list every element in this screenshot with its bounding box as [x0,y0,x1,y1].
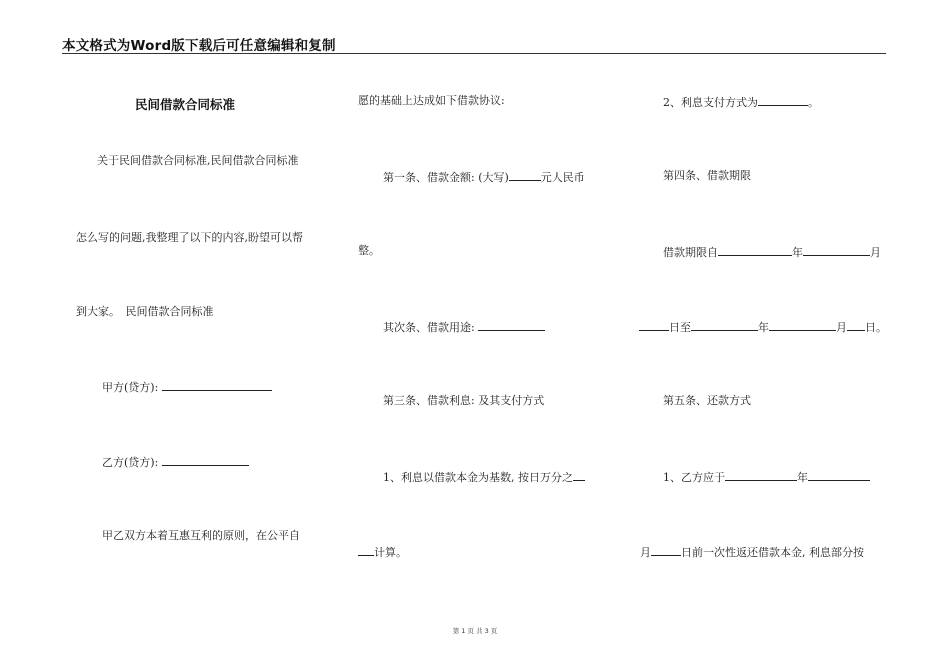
end-month-blank [769,320,836,331]
month-label: 月 [836,321,847,334]
day-label: 日。 [865,321,887,334]
interest-calc-line [358,545,407,558]
paragraph-line: 第三条、借款利息: 及其支付方式 [383,394,545,407]
interest-method-line [663,95,819,108]
paragraph-line: 怎么写的问题,我整理了以下的内容,盼望可以帮 [76,231,303,244]
paragraph-line: 第四条、借款期限 [663,169,751,182]
party-b-blank [162,455,249,466]
year-label: 年 [792,246,803,259]
document-title: 民间借款合同标准 [135,97,236,112]
end-year-blank [691,320,758,331]
day-to-label: 日至 [669,321,691,334]
interest-rate-blank [573,470,585,481]
repayment-detail-label: 日前一次性返还借款本金, 利息部分按 [681,546,864,559]
party-a-line [102,380,272,393]
paragraph-line: 整。 [358,244,380,257]
loan-amount-line [383,170,585,183]
interest-rate-label: 1、利息以借款本金为基数, 按日万分之 [383,471,573,484]
header-divider [62,53,886,54]
party-b-line [102,455,249,468]
paragraph-line: 愿的基础上达成如下借款协议: [358,94,505,107]
repayment-detail-line [640,545,864,558]
paragraph-line: 第五条、还款方式 [663,394,751,407]
loan-purpose-line [383,320,545,333]
loan-purpose-label: 其次条、借款用途: [383,321,479,334]
year-label: 年 [797,471,808,484]
year-label: 年 [758,321,769,334]
start-month-blank [803,245,870,256]
interest-method-label: 2、利息支付方式为 [663,96,758,109]
party-a-label: 甲方(贷方): [102,381,162,394]
party-a-blank [162,380,272,391]
interest-rate-line [383,470,585,483]
loan-term-line [663,245,881,258]
repayment-label: 1、乙方应于 [663,471,725,484]
repay-month-blank [808,470,870,481]
interest-calc-label: 计算。 [374,546,407,559]
page-number: 第 1 页 共 3 页 [452,627,498,635]
interest-calc-blank [358,545,374,556]
loan-purpose-blank [478,320,545,331]
end-day-blank [847,320,865,331]
loan-amount-blank [509,170,541,181]
party-b-label: 乙方(贷方): [102,456,162,469]
document-header: 本文格式为Word版下载后可任意编辑和复制 [62,38,336,54]
loan-amount-label: 第一条、借款金额: (大写) [383,171,509,184]
month-label: 月 [870,246,881,259]
start-year-blank [718,245,792,256]
loan-end-line [639,320,887,333]
repay-day-blank [651,545,681,556]
repay-year-blank [725,470,797,481]
interest-method-blank [758,95,808,106]
paragraph-line: 关于民间借款合同标准,民间借款合同标准 [97,154,299,167]
start-day-blank [639,320,669,331]
currency-label: 元人民币 [540,171,585,184]
paragraph-line: 甲乙双方本着互惠互利的原则，在公平自 [102,529,300,542]
month-label: 月 [640,546,651,559]
paragraph-line: 到大家。 民间借款合同标准 [76,305,214,318]
period-mark: 。 [808,96,819,109]
repayment-line [663,470,870,483]
loan-term-label: 借款期限自 [663,246,718,259]
